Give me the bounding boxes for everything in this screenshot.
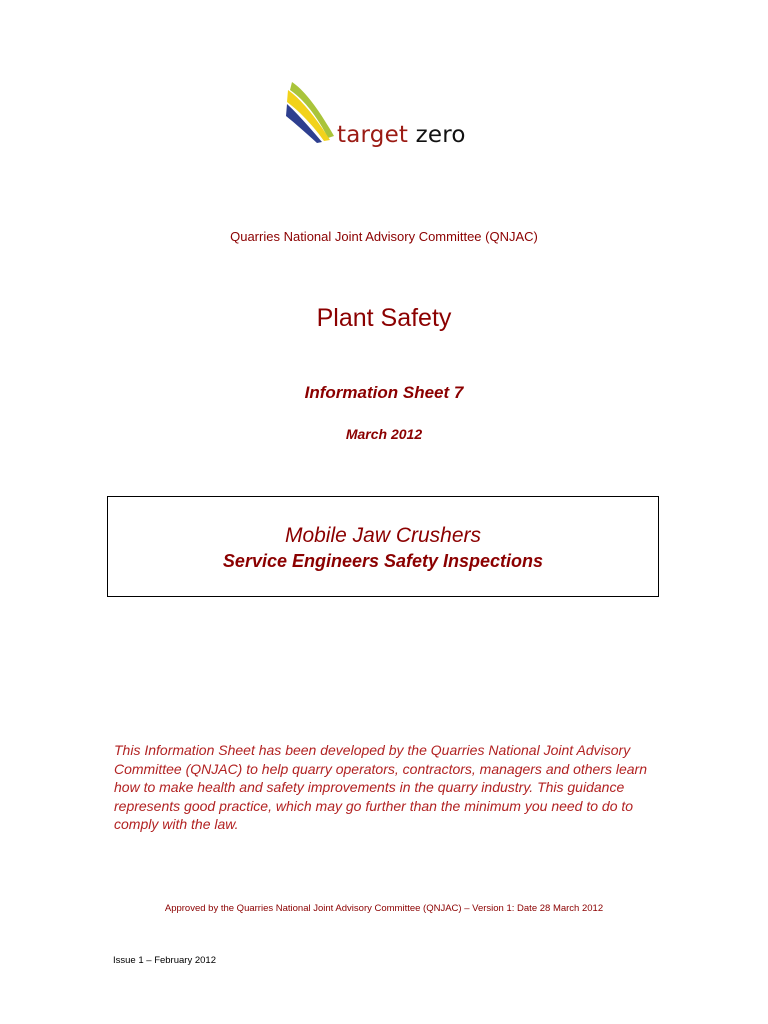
page-title: Plant Safety <box>316 304 452 332</box>
document-subtitle: Service Engineers Safety Inspections <box>222 551 544 571</box>
logo-wordmark <box>337 122 466 148</box>
issue-footer: Issue 1 – February 2012 <box>113 955 216 966</box>
logo-word-zero: zero <box>415 122 466 148</box>
publication-date: March 2012 <box>345 426 423 442</box>
committee-name: Quarries National Joint Advisory Committee (QNJAC) <box>230 229 538 244</box>
document-title-box <box>107 496 659 597</box>
intro-paragraph: This Information Sheet has been developed by the Quarries National Joint Advisory Committee (QNJAC) to help quarry operators, contractors, managers and others learn how to make health and safety improvements in the quarry industry. This guidance represents good practice, which may go further than the minimum you need to do to comply with the law. <box>114 742 648 832</box>
approval-note: Approved by the Quarries National Joint Advisory Committee (QNJAC) – Version 1: Date 28 March 2012 <box>164 903 604 914</box>
logo-word-target: target <box>337 122 409 148</box>
sheet-number: Information Sheet 7 <box>304 383 464 402</box>
document-title: Mobile Jaw Crushers <box>284 524 482 547</box>
target-zero-logo <box>284 78 484 158</box>
swoosh-icon <box>284 78 344 148</box>
